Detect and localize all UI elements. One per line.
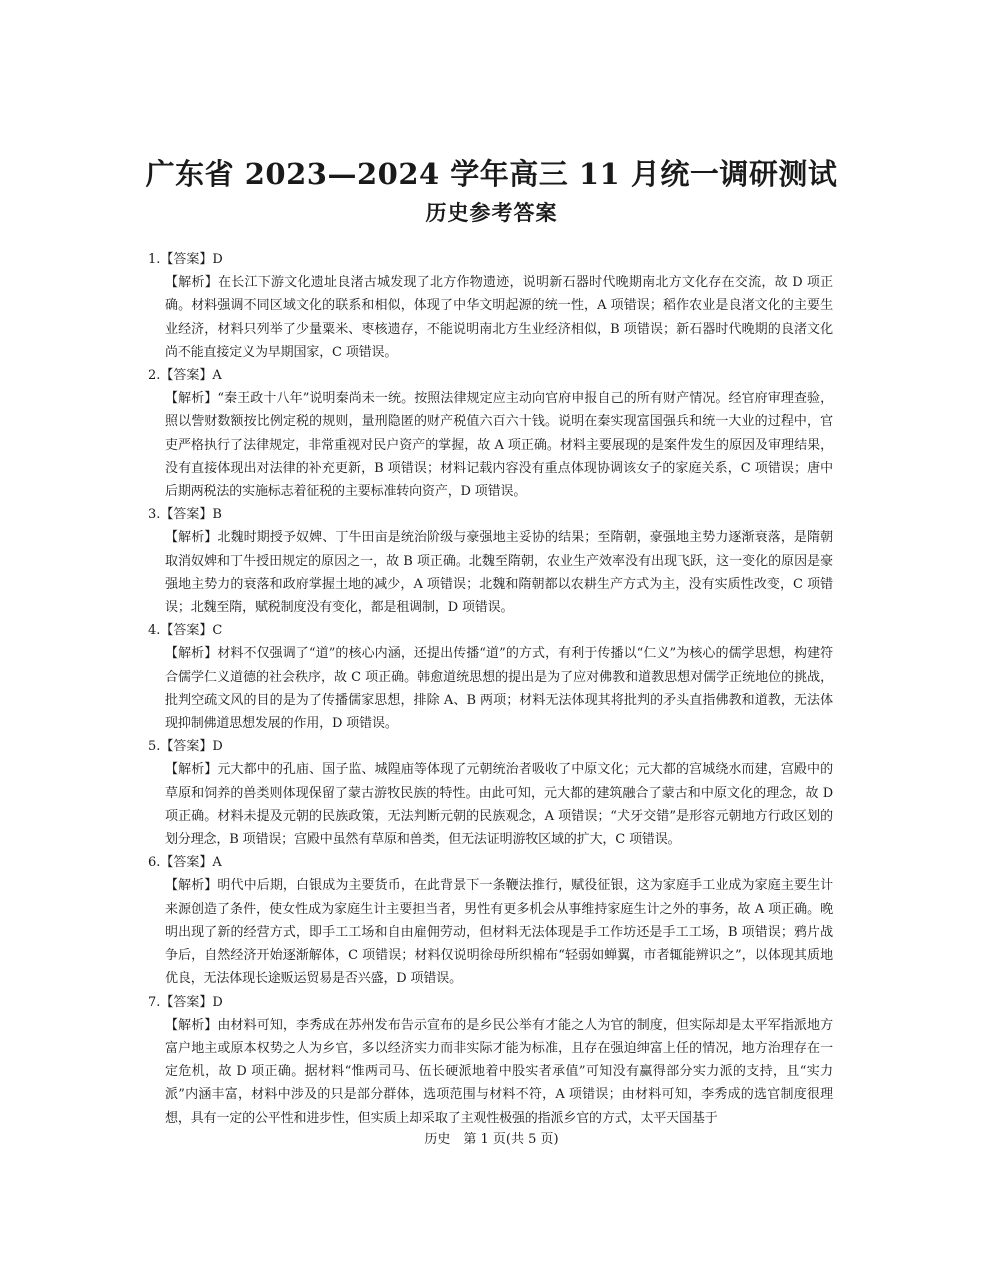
answer-label: 1.【答案】D xyxy=(148,252,223,267)
page-subtitle: 历史参考答案 xyxy=(425,200,558,225)
answer-label: 5.【答案】D xyxy=(148,739,223,755)
page-footer: 历史 第 1 页(共 5 页) xyxy=(424,1132,559,1147)
answer-list xyxy=(148,248,833,1130)
question-item-3 xyxy=(148,503,833,619)
answer-label: 6.【答案】A xyxy=(148,855,222,871)
explanation-text: 【解析】“秦王政十八年”说明秦尚未一统。按照法律规定应主动向官府申报自己的所有财产情况。经官府审理查验，照以訾财数额按比例定税的规则，量刑隐匿的财产税值六百六十钱。说明在秦实现富国强兵和统一大业的过程中，官吏严格执行了法律规定，非常重视对民户资产的掌握，故 A 项正确。材料主要展现的是案件发生的原因及审理结果，没有直接体现出对法律的补充更新，B 项错误；材料记载内容没有重点体现协调该女子的家庭关系，C 项错误；唐中后期两税法的实施标志着征税的主要标准转向资产，D 项错误。 xyxy=(165,391,833,500)
question-item-5 xyxy=(148,735,833,851)
explanation-text: 【解析】元大都中的孔庙、国子监、城隍庙等体现了元朝统治者吸收了中原文化；元大都的宫城绕水而建，宫殿中的草原和饲养的兽类则体现保留了蒙古游牧民族的特性。由此可知，元大都的建筑融合了蒙古和中原文化的理念，故 D 项正确。材料未提及元朝的民族政策，无法判断元朝的民族观念，A 项错误；“犬牙交错”是形容元朝地方行政区划的划分理念，B 项错误；宫殿中虽然有草原和兽类，但无法证明游牧区域的扩大，C 项错误。 xyxy=(165,762,833,848)
explanation-text: 【解析】材料不仅强调了“道”的核心内涵，还提出传播“道”的方式，有利于传播以“仁义”为核心的儒学思想，构建符合儒学仁义道德的社会秩序，故 C 项正确。韩愈道统思想的提出是为了应对佛教和道教思想对儒学正统地位的挑战，批判空疏文风的目的是为了传播儒家思想，排除 A、B 两项；材料无法体现其将批判的矛头直指佛教和道教，无法体现抑制佛道思想发展的作用，D 项错误。 xyxy=(165,646,833,732)
answer-label: 2.【答案】A xyxy=(148,368,222,384)
page-title: 广东省 2023—2024 学年高三 11 月统一调研测试 xyxy=(145,157,838,191)
explanation-text: 【解析】由材料可知，李秀成在苏州发布告示宣布的是乡民公举有才能之人为官的制度，但实际却是太平军指派地方富户地主或原本权势之人为乡官，多以经济实力而非实际才能为标准，且存在强迫绅富上任的情况，地方治理存在一定危机，故 D 项正确。据材料“惟两司马、伍长硬派地着中股实者承值”可知没有赢得部分实力派的支持，且“实力派”内涵丰富，材料中涉及的只是部分群体，选项范围与材料不符，A 项错误；由材料可知，李秀成的选官制度很理想，具有一定的公平性和进步性，但实质上却采取了主观性极强的指派乡官的方式，太平天国基于 xyxy=(165,1017,833,1126)
answer-label: 7.【答案】D xyxy=(148,994,223,1010)
question-item-4 xyxy=(148,619,833,735)
explanation-text: 【解析】北魏时期授予奴婢、丁牛田亩是统治阶级与豪强地主妥协的结果；至隋朝，豪强地主势力逐渐衰落，是隋朝取消奴婢和丁牛授田规定的原因之一，故 B 项正确。北魏至隋朝，农业生产效率没有出现飞跃，这一变化的原因是豪强地主势力的衰落和政府掌握土地的减少，A 项错误；北魏和隋朝都以农耕生产方式为主，没有实质性改变，C 项错误；北魏至隋，赋税制度没有变化，都是租调制，D 项错误。 xyxy=(165,530,833,616)
question-item-2 xyxy=(148,364,833,503)
answer-label: 4.【答案】C xyxy=(148,623,223,639)
question-item-6 xyxy=(148,851,833,990)
explanation-text: 【解析】在长江下游文化遗址良渚古城发现了北方作物遗迹，说明新石器时代晚期南北方文化存在交流，故 D 项正确。材料强调不同区域文化的联系和相似，体现了中华文明起源的统一性，A 项错误；稻作农业是良渚文化的主要生业经济，材料只列举了少量粟米、枣核遗存，不能说明南北方生业经济相似，B 项错误；新石器时代晚期的良渚文化尚不能直接定义为早期国家，C 项错误。 xyxy=(165,275,833,360)
explanation-text: 【解析】明代中后期，白银成为主要货币，在此背景下一条鞭法推行，赋役征银，这为家庭手工业成为家庭主要生计来源创造了条件，使女性成为家庭生计主要担当者，男性有更多机会从事维持家庭生计之外的事务，故 A 项正确。晚明出现了新的经营方式，即手工工场和自由雇佣劳动，但材料无法体现是手工作坊还是手工工场，B 项错误；鸦片战争后，自然经济开始逐渐解体，C 项错误；材料仅说明徐母所织棉布“轻弱如蝉翼，市者辄能辨识之”，以体现其质地优良，无法体现长途贩运贸易是否兴盛，D 项错误。 xyxy=(165,878,833,987)
question-item-1 xyxy=(148,248,833,364)
question-item-7 xyxy=(148,991,833,1130)
answer-label: 3.【答案】B xyxy=(148,507,222,523)
